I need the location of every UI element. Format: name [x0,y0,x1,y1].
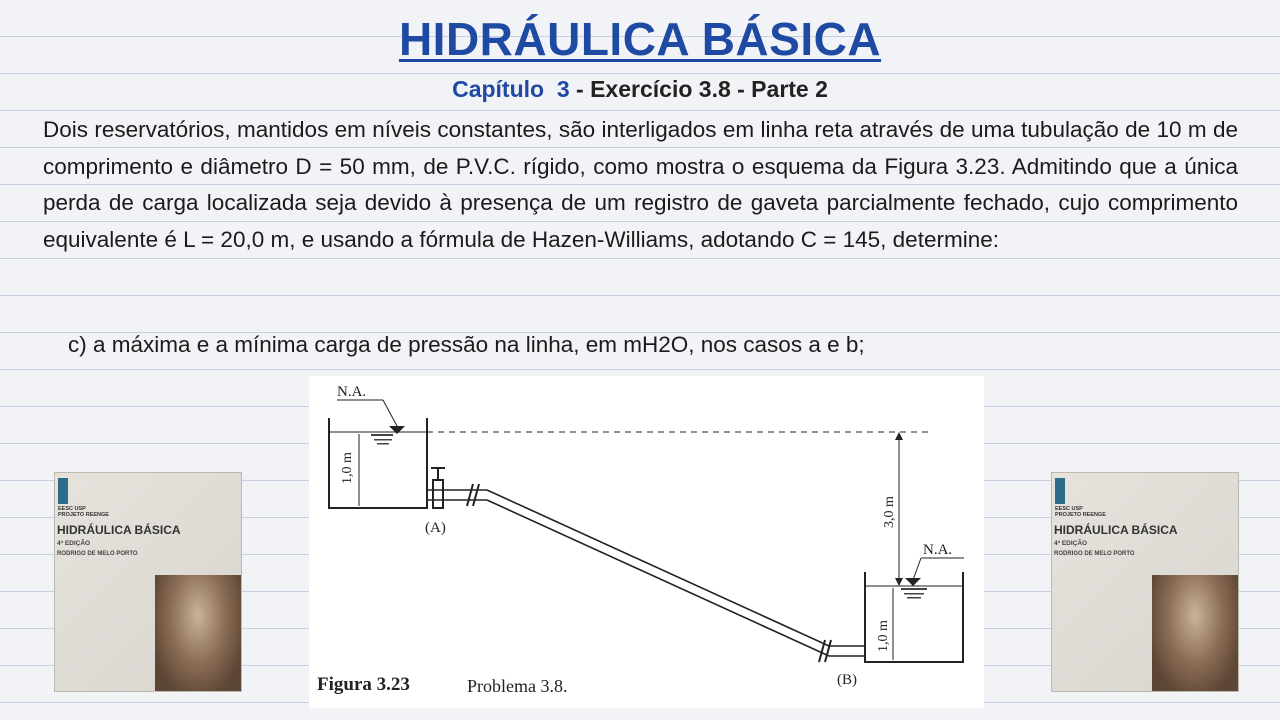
usp-logo-icon [1055,478,1065,504]
book-institution: EESC USP [1055,506,1083,512]
figure-3-23 [309,376,984,708]
figure-caption-text: Problema 3.8. [467,676,568,696]
usp-logo-icon [58,478,68,504]
page-subtitle [0,76,1280,103]
book-cover-left [54,472,242,692]
fountain-image [1152,575,1238,691]
fountain-image [155,575,241,691]
book-project: PROJETO REENGE [1055,512,1106,518]
upper-water-surface [371,434,393,445]
book-project: PROJETO REENGE [58,512,109,518]
head-difference-label: 3,0 m [882,496,897,528]
point-b-label: (B) [837,672,857,688]
gate-valve-icon [431,468,445,508]
point-a-label: (A) [425,520,446,536]
pipe-break-marks [467,484,831,662]
book-author: RODRIGO DE MELO PORTO [57,551,138,557]
figure-caption-label: Figura 3.23 [317,674,410,695]
problem-statement: Dois reservatórios, mantidos em níveis constantes, são interligados em linha reta através de uma tubulação de 10 m de comprimento e diâmetro D = 50 mm, de P.V.C. rígido, como mostra o esquema da Figura 3.23. Admitindo que a única perda de carga localizada seja devido à presença de um registro de gaveta parcialmente fechado, cujo comprimento equivalente é L = 20,0 m, e usando a fórmula de Hazen-Williams, adotando C = 145, determine: [43,117,1238,252]
book-title: HIDRÁULICA BÁSICA [57,523,181,537]
na-upper-label: N.A. [337,384,367,400]
depth-upper-label: 1,0 m [340,452,355,484]
exercise-label: - Exercício 3.8 - Parte 2 [576,76,828,102]
depth-lower-label: 1,0 m [876,620,891,652]
book-title: HIDRÁULICA BÁSICA [1054,523,1178,537]
chapter-number: 3 [556,76,570,102]
book-institution: EESC USP [58,506,86,512]
book-author: RODRIGO DE MELO PORTO [1054,551,1135,557]
book-edition: 4ª EDIÇÃO [57,540,91,547]
question-c: c) a máxima e a mínima carga de pressão na linha, em mH2O, nos casos a e b; [68,332,865,357]
book-cover-right [1051,472,1239,692]
book-edition: 4ª EDIÇÃO [1054,540,1088,547]
na-lower-label: N.A. [923,542,953,558]
page-title: HIDRÁULICA BÁSICA [398,13,882,65]
chapter-label: Capítulo [452,76,545,102]
lower-water-surface [901,588,927,599]
pipe [427,490,865,656]
